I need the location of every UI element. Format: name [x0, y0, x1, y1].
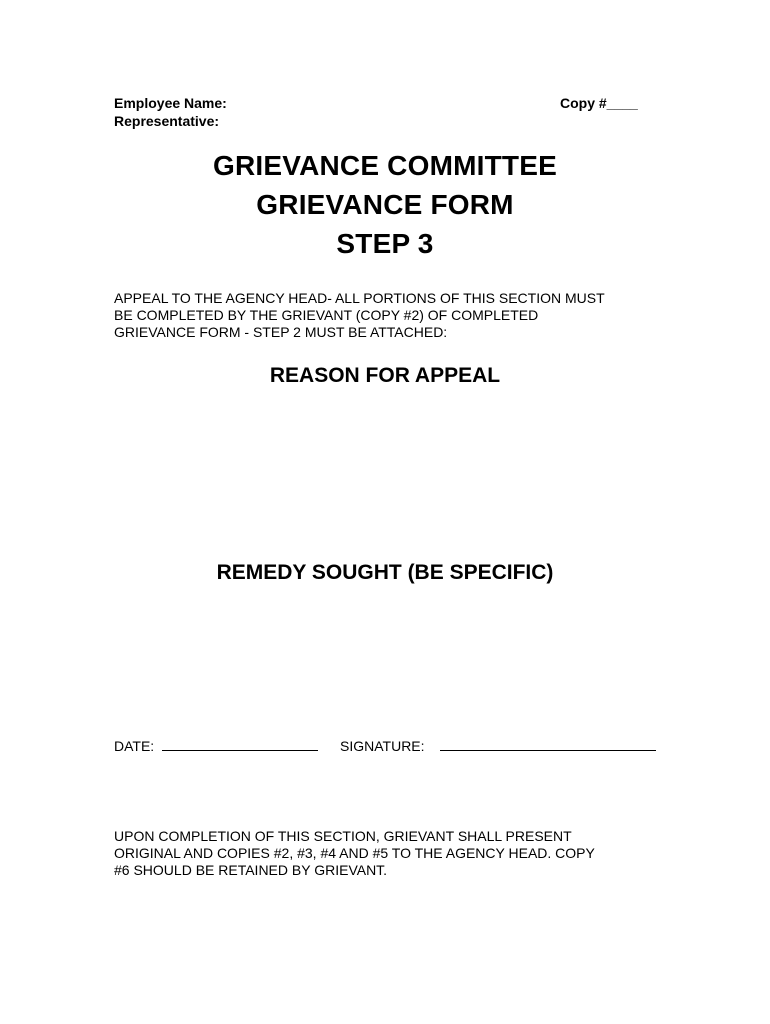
footer-line-1: UPON COMPLETION OF THIS SECTION, GRIEVANT SHALL PRESENT — [114, 828, 572, 844]
footer-line-3: #6 SHOULD BE RETAINED BY GRIEVANT. — [114, 862, 388, 878]
employee-name-label: Employee Name: — [114, 95, 227, 111]
copy-number-label: Copy #____ — [560, 95, 638, 111]
signature-field-line[interactable] — [440, 750, 656, 751]
signature-label: SIGNATURE: — [340, 738, 425, 754]
form-title — [0, 146, 770, 263]
instructions-line-3: GRIEVANCE FORM - STEP 2 MUST BE ATTACHED: — [114, 324, 448, 340]
instructions-line-2: BE COMPLETED BY THE GRIEVANT (COPY #2) OF COMPLETED — [114, 307, 539, 323]
representative-label: Representative: — [114, 113, 220, 129]
title-line-3: STEP 3 — [336, 228, 434, 259]
completion-instructions — [114, 828, 674, 879]
footer-line-2: ORIGINAL AND COPIES #2, #3, #4 AND #5 TO THE AGENCY HEAD. COPY — [114, 845, 595, 861]
instructions-line-1: APPEAL TO THE AGENCY HEAD- ALL PORTIONS OF THIS SECTION MUST — [114, 290, 605, 306]
date-field-line[interactable] — [162, 750, 318, 751]
title-line-2: GRIEVANCE FORM — [256, 189, 514, 220]
appeal-instructions — [114, 290, 674, 341]
reason-for-appeal-heading: REASON FOR APPEAL — [269, 364, 501, 387]
date-label: DATE: — [114, 738, 155, 754]
remedy-sought-heading: REMEDY SOUGHT (BE SPECIFIC) — [216, 561, 554, 584]
title-line-1: GRIEVANCE COMMITTEE — [213, 150, 557, 181]
